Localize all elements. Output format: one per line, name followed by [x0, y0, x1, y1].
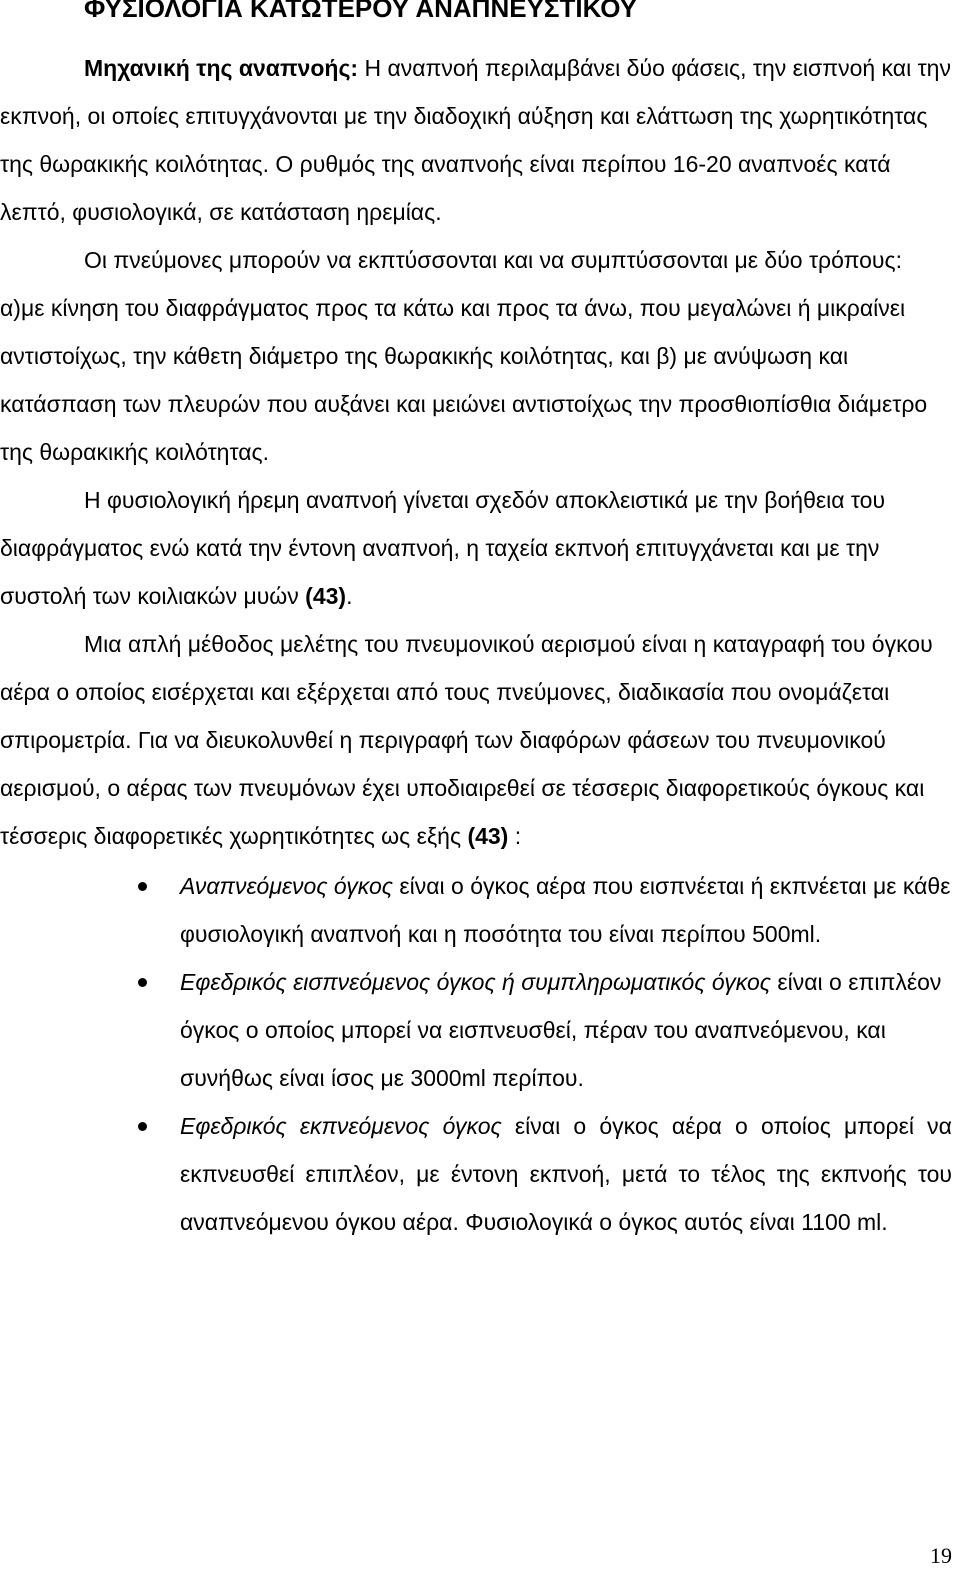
page-number: 19: [930, 1543, 952, 1568]
document-body: [0, 44, 952, 1246]
list-item: [0, 862, 952, 958]
paragraph-text: Μια απλή μέθοδος μελέτης του πνευμονικού αερισμού είναι η καταγραφή του όγκου αέρα ο οποίος εισέρχεται και εξέρχεται από τους πνεύμονες, διαδικασία που ονομάζεται σπιρομετρία. Για να διευκολυνθεί η περιγραφή των διαφόρων φάσεων του πνευμονικού αερισμού, ο αέρας των πνευμόνων έχει υποδιαιρεθεί σε τέσσερις διαφορετικούς όγκους και τέσσερις διαφορετικές χωρητικότητες ως εξής: [0, 631, 933, 849]
reference-citation: (43): [305, 583, 347, 609]
list-item-term: Αναπνεόμενος όγκος: [180, 873, 393, 899]
list-item: [0, 958, 952, 1102]
paragraph-end: :: [508, 823, 522, 849]
list-item-text: είναι ο όγκος αέρα ο οποίος μπορεί να εκπνευσθεί επιπλέον, με έντονη εκπνοή, μετά το τέλος της εκπνοής του αναπνεόμενου όγκου αέρα. Φυσιολογικά ο όγκος αυτός είναι 1100 ml.: [180, 1113, 952, 1235]
reference-citation: (43): [467, 823, 509, 849]
paragraph-spirometry: [0, 620, 952, 860]
paragraph-text: Η φυσιολογική ήρεμη αναπνοή γίνεται σχεδόν αποκλειστικά με την βοήθεια του διαφράγματος ενώ κατά την έντονη αναπνοή, η ταχεία εκπνοή επιτυγχάνεται και με την συστολή των κοιλιακών μυών: [0, 487, 886, 609]
list-item-text: είναι ο επιπλέον όγκος ο οποίος μπορεί να εισπνευσθεί, πέραν του αναπνεόμενου, και συνήθως είναι ίσος με 3000ml περίπου.: [180, 969, 942, 1091]
paragraph-lungs: Οι πνεύμονες μπορούν να εκπτύσσονται και να συμπτύσσονται με δύο τρόπους: α)με κίνηση του διαφράγματος προς τα κάτω και προς τα άνω, που μεγαλώνει ή μικραίνει αντιστοίχως, την κάθετη διάμετρο της θωρακικής κοιλότητας, και β) με ανύψωση και κατάσπαση των πλευρών που αυξάνει και μειώνει αντιστοίχως την προσθιοπίσθια διάμετρο της θωρακικής κοιλότητας.: [0, 247, 928, 465]
paragraph-breathing: [0, 476, 952, 620]
page-heading: ΦΥΣΙΟΛΟΓΙΑ ΚΑΤΩΤΕΡΟΥ ΑΝΑΠΝΕΥΣΤΙΚΟΥ: [84, 0, 638, 23]
list-item-text: είναι ο όγκος αέρα που εισπνέεται ή εκπνέεται με κάθε φυσιολογική αναπνοή και η ποσότητα του είναι περίπου 500ml.: [180, 873, 951, 947]
bullet-icon: [138, 978, 147, 987]
bullet-icon: [138, 1122, 147, 1131]
volume-list: [0, 862, 952, 1246]
list-item-term: Εφεδρικός εισπνεόμενος όγκος ή συμπληρωματικός όγκος: [180, 969, 771, 995]
bullet-icon: [138, 882, 147, 891]
paragraph-label: Μηχανική της αναπνοής:: [84, 55, 359, 81]
paragraph-end: .: [346, 583, 353, 609]
paragraph-text: Η αναπνοή περιλαμβάνει δύο φάσεις, την εισπνοή και την εκπνοή, οι οποίες επιτυγχάνονται με την διαδοχική αύξηση και ελάττωση της χωρητικότητας της θωρακικής κοιλότητας. Ο ρυθμός της αναπνοής είναι περίπου 16-20 αναπνοές κατά λεπτό, φυσιολογικά, σε κατάσταση ηρεμίας.: [0, 55, 951, 225]
list-item: [0, 1102, 952, 1246]
list-item-term: Εφεδρικός εκπνεόμενος όγκος: [180, 1113, 502, 1139]
paragraph-mechanics: [0, 44, 952, 236]
